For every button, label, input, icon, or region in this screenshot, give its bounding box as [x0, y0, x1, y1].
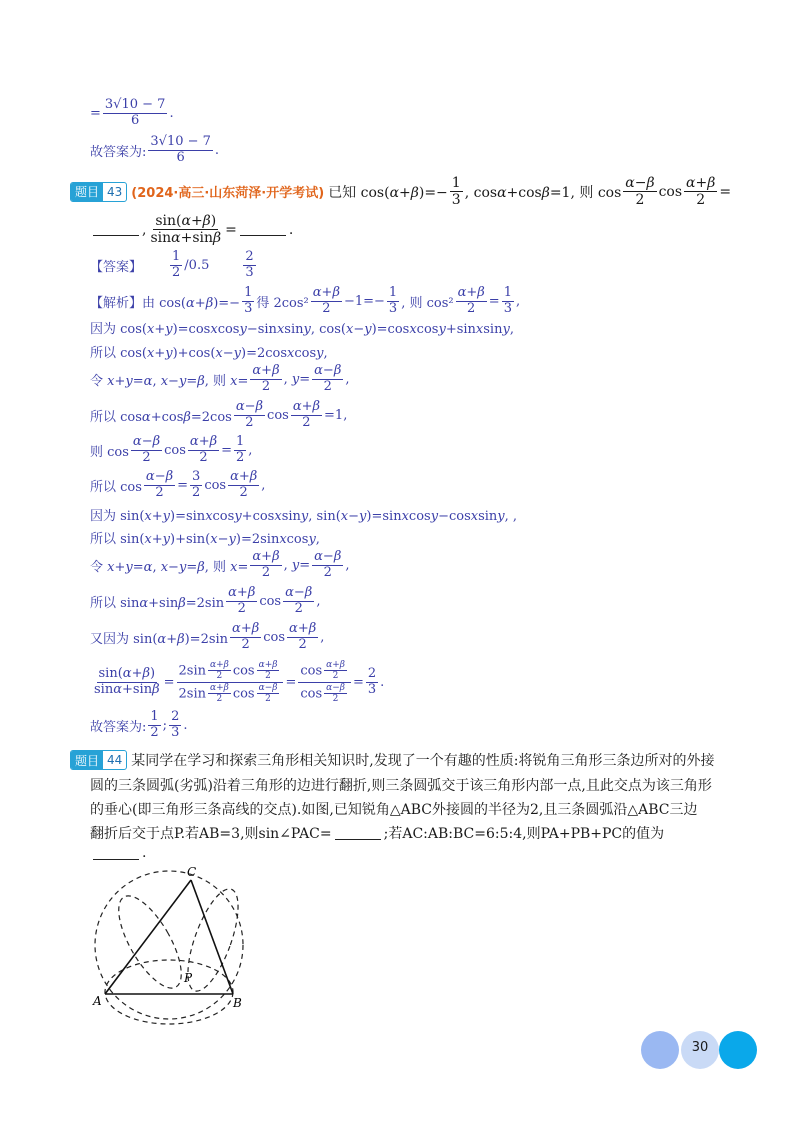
question-44-line-4: 翻折后交于点P.若AB=3,则sin∠PAC= ;若AC:AB:BC=6:5:4,则PA+PB+PC的值为: [90, 826, 665, 842]
analysis-step-10: 令 x+y=α, x−y=β, 则 x= $\frac{\alpha+\beta}{2}$ , y= $\frac{\alpha-\beta}{2}$ ,: [90, 549, 350, 580]
circumcircle: [95, 871, 243, 1019]
triangle-circles-figure: [85, 865, 265, 1025]
answer-blank-4: [93, 847, 139, 860]
analysis-step-11: 所以 sinα+sinβ=2sin $\frac{\alpha+\beta}{2}$ cos $\frac{\alpha-\beta}{2}$ ,: [90, 585, 321, 616]
answer-blank-2: [240, 223, 286, 236]
analysis-step-1: 【解析】 由 cos(α+β)=− $\frac{1}{3}$ 得 2cos² $\frac{\alpha+\beta}{2}$ −1=− $\frac{1}{3}$ , 则 cos² $\frac{\alpha+\beta}{2}$ = $\frac{1}{3}$ ,: [90, 285, 521, 316]
analysis-step-7: 所以 cos $\frac{\alpha-\beta}{2}$ = $\frac{3}{2}$ cos $\frac{\alpha+\beta}{2}$ ,: [90, 469, 266, 500]
prev-answer-line: 故答案为: $\frac{3√10 - 7}{6}$ .: [90, 134, 220, 165]
analysis-step-4: 令 x+y=α, x−y=β, 则 x= $\frac{\alpha+\beta}{2}$ , y= $\frac{\alpha-\beta}{2}$ ,: [90, 363, 350, 394]
question-tag-43: 题目 43: [70, 182, 127, 202]
question-44-line-5: .: [90, 845, 146, 861]
analysis-step-8: 因为 sin(x+y)=sinxcosy+cosxsiny, sin(x−y)=sinxcosy−cosxsiny, ,: [90, 509, 518, 524]
prev-result-fraction: $\frac{3√10 - 7}{6}$: [104, 97, 166, 128]
analysis-step-5: 所以 cosα+cosβ=2cos $\frac{\alpha-\beta}{2}$ cos $\frac{\alpha+\beta}{2}$ =1,: [90, 399, 348, 430]
label-b: B: [233, 996, 242, 1010]
analysis-step-2: 因为 cos(x+y)=cosxcosy−sinxsiny, cos(x−y)=cosxcosy+sinxsiny,: [90, 322, 514, 337]
question-43-stem-line2: , $\frac{\sin(\alpha+\beta)}{\sin\alpha+\sin\beta}$ = .: [90, 213, 293, 246]
analysis-step-12: 又因为 sin(α+β)=2sin $\frac{\alpha+\beta}{2}$ cos $\frac{\alpha+\beta}{2}$ ,: [90, 621, 325, 652]
question-tag-44: 题目 44: [70, 750, 127, 770]
circle-light: [641, 1031, 679, 1069]
edge-bc: [191, 880, 233, 994]
analysis-final-answer: 故答案为: $\frac{1}{2}$ ; $\frac{2}{3}$ .: [90, 709, 188, 740]
page-number: 30: [691, 1040, 709, 1055]
answer-blank-3: [335, 827, 381, 840]
question-44-line-3: 的垂心(即三角形三条高线的交点).如图,已知锐角△ABC外接圆的半径为2,且三条圆弧沿△ABC三边: [90, 802, 698, 818]
answer-line: 【答案】 $\frac{1}{2}$ /0.5 $\frac{2}{3}$: [90, 249, 254, 280]
question-43-stem: 题目 43 (2024·高三·山东菏泽·开学考试) 已知 cos(α+β)=− $\frac{1}{3}$ , cosα+cosβ=1, 则 cos $\frac{\alpha-\beta}{2}$ cos $\frac{\alpha+\beta}{2}$ =: [70, 175, 731, 208]
edge-ac: [105, 880, 191, 994]
prev-answer-fraction: $\frac{3√10 - 7}{6}$: [150, 134, 211, 165]
prev-result-line: = $\frac{3√10 - 7}{6}$ .: [90, 97, 174, 128]
answer-blank-1: [93, 223, 139, 236]
question-source: (2024·高三·山东菏泽·开学考试): [131, 186, 325, 202]
label-c: C: [187, 865, 197, 879]
label-a: A: [93, 994, 102, 1008]
label-p: P: [184, 971, 193, 985]
analysis-step-3: 所以 cos(x+y)+cos(x−y)=2cosxcosy,: [90, 346, 328, 361]
analysis-step-9: 所以 sin(x+y)+sin(x−y)=2sinxcosy,: [90, 532, 320, 547]
question-44-line-2: 圆的三条圆弧(劣弧)沿着三角形的边进行翻折,则三条圆弧交于该三角形内部一点,且此交点为该三角形: [90, 778, 712, 794]
analysis-step-13: $\frac{\sin(\alpha+\beta)}{\sin\alpha+\sin\beta}$ = 2sin $\frac{\alpha+\beta}{2}$ cos $\frac{\alpha+\beta}{2}$ 2sin $\frac{\alpha+\beta}{2}$ cos $\frac{\alpha-\beta}{2}$ = cos $\frac{\alpha+\beta}{2}$ cos $\frac{\alpha-\beta}{2}$ = $\frac{2}{3}$ .: [94, 660, 385, 705]
circle-dark: [719, 1031, 757, 1069]
folded-arc-ac: [107, 887, 194, 997]
analysis-step-6: 则 cos $\frac{\alpha-\beta}{2}$ cos $\frac{\alpha+\beta}{2}$ = $\frac{1}{2}$ ,: [90, 434, 253, 465]
question-44-line-1: 题目 44 某同学在学习和探索三角形相关知识时,发现了一个有趣的性质:将锐角三角形三条边所对的外接: [70, 750, 714, 770]
